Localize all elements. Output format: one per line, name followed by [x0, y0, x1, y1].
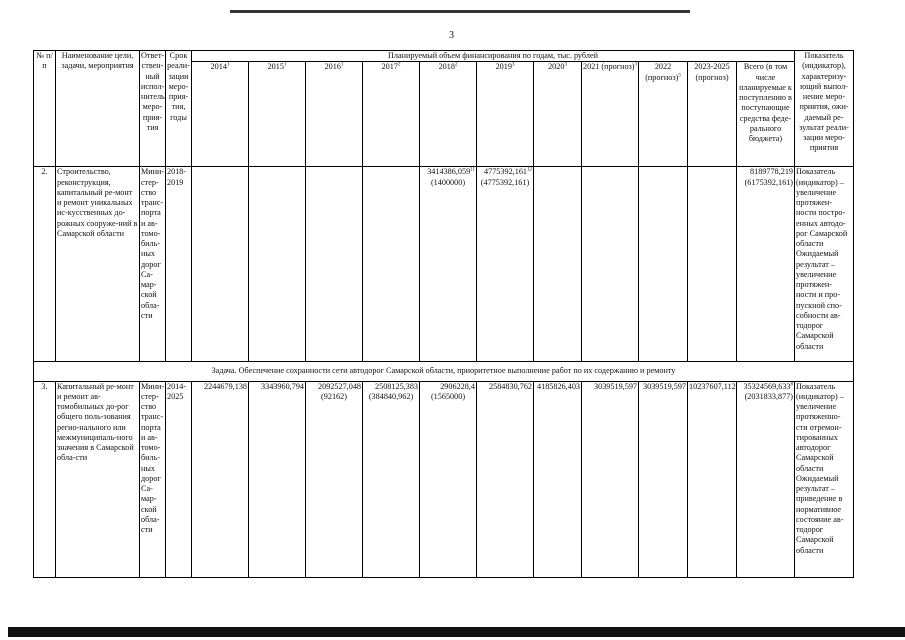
- header-no: № п/п: [34, 51, 56, 167]
- row-name: Капитальный ре-монт и ремонт ав-томобильных до-рог общего поль-зования регио-нального или межмуниципаль-ного значения в Самарской обла-сти: [56, 381, 140, 577]
- header-year-2015: 2015$^1$: [249, 62, 306, 167]
- value-cell-2015: [249, 167, 306, 362]
- header-name: Наименование цели, задачи, мероприятия: [56, 51, 140, 167]
- funding-table-sheet: [33, 50, 853, 578]
- header-year-2020: 2020$^3$: [534, 62, 582, 167]
- row-no: 3.: [34, 381, 56, 577]
- value-cell-2015: 3343960,794: [249, 381, 306, 577]
- header-year-2014: 2014$^1$: [192, 62, 249, 167]
- value-cell-total: 8189778,219 (6175392,161): [737, 167, 795, 362]
- header-year-2021: 2021 (прогноз)$^3$: [582, 62, 639, 167]
- funding-table: [33, 50, 854, 578]
- table-row: [34, 167, 854, 362]
- value-cell-2016: 2092527,048 (92162): [306, 381, 363, 577]
- row-name: Строительство, реконструкция, капитальный ре-монт и ремонт уникальных ис-кусственных до-рожных сооруже-ний в Самарской области: [56, 167, 140, 362]
- header-responsible: Ответ-ствен-ный испол-нитель меро-прия-тия: [140, 51, 166, 167]
- value-cell-2020: [534, 167, 582, 362]
- value-cell-2016: [306, 167, 363, 362]
- row-indicator: Показатель (индикатор) – увеличение протяженно-сти отремон-тированных автодорог Самарской области Ожидаемый результат – приведение в нормативное состояние ав-тодорог Самарской области: [795, 381, 854, 577]
- header-total: Всего (в том числе планируемые к поступлению в поступающие средства феде-рального бюджета): [737, 62, 795, 167]
- value-cell-2018: 2906228,4 (1565000): [420, 381, 477, 577]
- value-cell-2018: 3414386,059$^{11}$ (1400000): [420, 167, 477, 362]
- value-cell-2014: [192, 167, 249, 362]
- header-year-2023-2025: 2023-2025 (прогноз): [688, 62, 737, 167]
- task-row: [34, 362, 854, 381]
- header-year-2022: 2022 (прогноз)$^3$: [639, 62, 688, 167]
- scan-edge-top: [230, 10, 690, 13]
- page-number: 3: [449, 30, 454, 41]
- header-year-2019: 2019$^3$: [477, 62, 534, 167]
- header-term: Срок реали-зации меро-прия-тия, годы: [166, 51, 192, 167]
- value-cell-2021: [582, 167, 639, 362]
- value-cell-2022: [639, 167, 688, 362]
- value-cell-2019: 2584830,762: [477, 381, 534, 577]
- scan-edge-bottom: [8, 627, 905, 637]
- header-indicator: Показатель (индикатор), характеризу-ющий выпол-нение меро-приятия, ожи-даемый ре-зультат реали-зации меро-приятия: [795, 51, 854, 167]
- header-funding-group: Планируемый объем финансирования по годам, тыс. рублей: [192, 51, 795, 62]
- row-term: 2014-2025: [166, 381, 192, 577]
- row-indicator: Показатель (индикатор) – увеличение протяжен-ности постро-енных автодо-рог Самарской области Ожидаемый результат – увеличение протяжен-ности и про-пускной спо-собности ав-тодорог Самарской области: [795, 167, 854, 362]
- header-year-2016: 2016$^1$: [306, 62, 363, 167]
- header-year-2017: 2017$^2$: [363, 62, 420, 167]
- value-cell-2019: 4775392,161$^{12}$ (4775392,161): [477, 167, 534, 362]
- row-no: 2.: [34, 167, 56, 362]
- task-text: Задача. Обеспечение сохранности сети автодорог Самарской области, приоритетное выполнение работ по их содержанию и ремонту: [34, 362, 854, 381]
- row-responsible: Мини-стер-ство транс-порта и ав-томо-биль-ных дорог Са-мар-ской обла-сти: [140, 167, 166, 362]
- value-cell-2017: [363, 167, 420, 362]
- value-cell-2022: 3039519,597: [639, 381, 688, 577]
- row-term: 2018-2019: [166, 167, 192, 362]
- value-cell-2023-2025: [688, 167, 737, 362]
- header-year-2018: 2018$^2$: [420, 62, 477, 167]
- row-responsible: Мини-стер-ство транс-порта и ав-томо-биль-ных дорог Са-мар-ской обла-сти: [140, 381, 166, 577]
- value-cell-2021: 3039519,597: [582, 381, 639, 577]
- value-cell-2023-2025: 10237607,112: [688, 381, 737, 577]
- value-cell-2017: 2508125,383 (384840,962): [363, 381, 420, 577]
- value-cell-total: 35324569,633$^8$ (2031833,877): [737, 381, 795, 577]
- value-cell-2020: 4185826,403: [534, 381, 582, 577]
- value-cell-2014: 2244679,138: [192, 381, 249, 577]
- table-row: [34, 381, 854, 577]
